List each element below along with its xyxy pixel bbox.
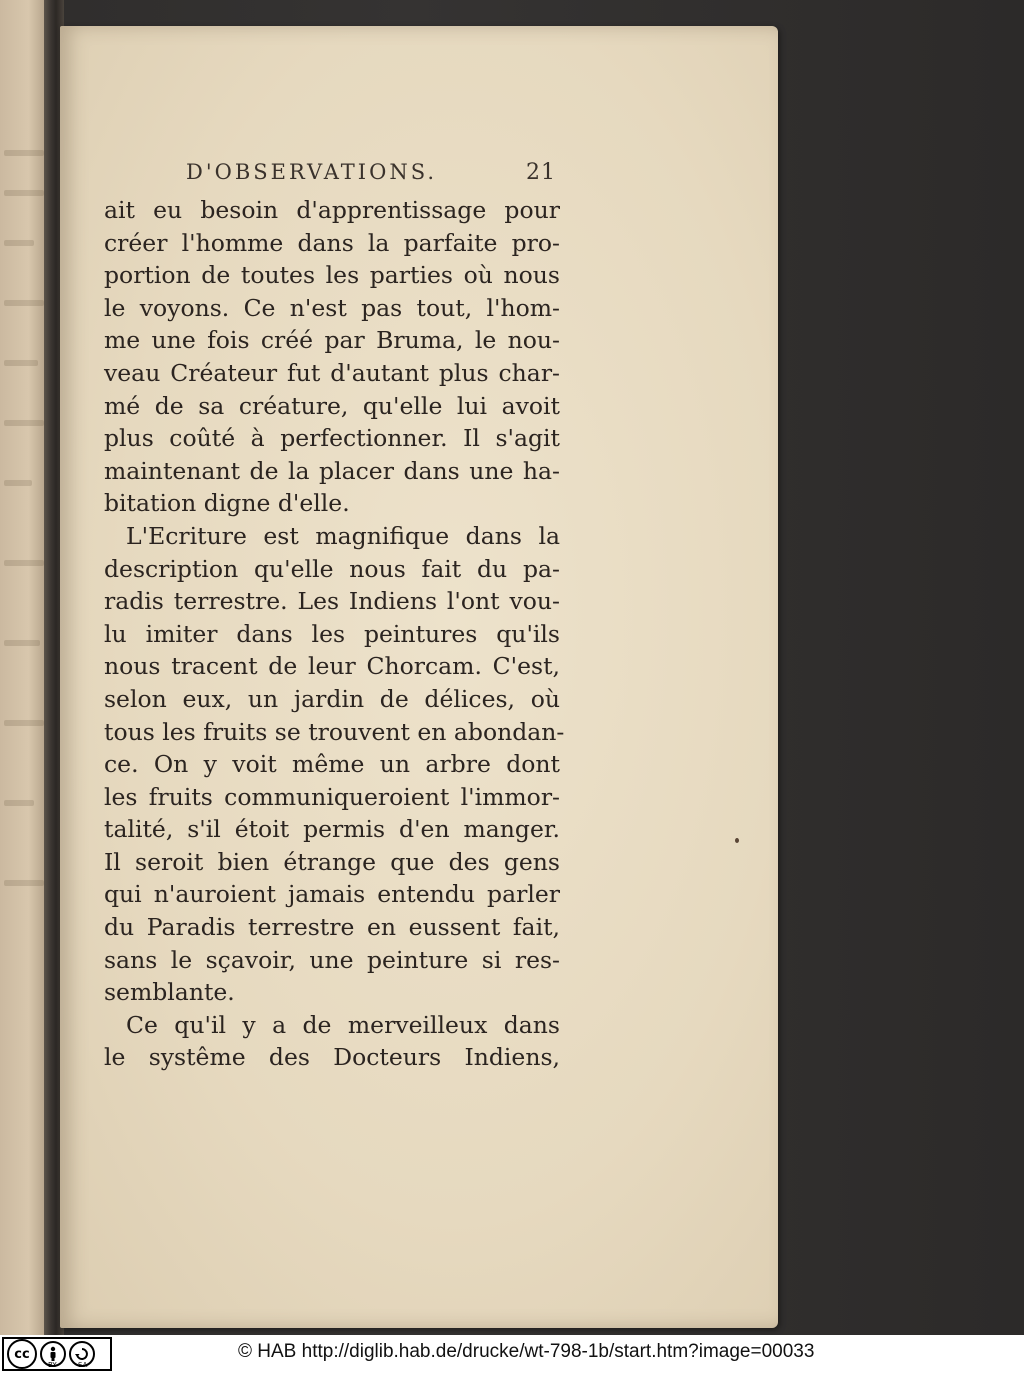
text-line: description qu'elle nous fait du pa-	[104, 554, 560, 583]
text-line: du Paradis terrestre en eussent fait,	[104, 913, 560, 942]
ink-spot	[735, 838, 739, 843]
by-label: BY	[48, 1361, 57, 1369]
text-line: le systême des Docteurs Indiens,	[104, 1043, 560, 1072]
cc-license-badge[interactable]	[2, 1337, 112, 1371]
text-line: me une fois créé par Bruma, le nou-	[104, 326, 560, 355]
text-line: ce. On y voit même un arbre dont	[104, 750, 560, 779]
text-line: qui n'auroient jamais entendu parler	[104, 880, 560, 909]
text-line: semblante.	[104, 978, 235, 1007]
page-number: 21	[526, 160, 556, 185]
text-line: mé de sa créature, qu'elle lui avoit	[104, 391, 560, 420]
footer-bar	[0, 1335, 1024, 1373]
text-line: nous tracent de leur Chorcam. C'est,	[104, 652, 560, 681]
running-head	[104, 160, 560, 194]
text-line: plus coûté à perfectionner. Il s'agit	[104, 424, 560, 453]
text-line: créer l'homme dans la parfaite pro-	[104, 228, 560, 257]
running-head-title: D'OBSERVATIONS.	[186, 160, 438, 184]
page-text-block	[104, 160, 565, 1074]
cc-icon: cc	[7, 1339, 37, 1369]
text-line: veau Créateur fut d'autant plus char-	[104, 358, 560, 387]
text-line: sans le sçavoir, une peinture si res-	[104, 945, 560, 974]
text-line: L'Ecriture est magnifique dans la	[126, 521, 560, 550]
text-line: lu imiter dans les peintures qu'ils	[104, 619, 560, 648]
text-line: Ce qu'il y a de merveilleux dans	[126, 1010, 560, 1039]
text-line: Il seroit bien étrange que des gens	[104, 847, 560, 876]
credit-url[interactable]: © HAB http://diglib.hab.de/drucke/wt-798-1b/start.htm?image=00033	[238, 1341, 815, 1362]
sa-label: SA	[78, 1361, 88, 1369]
text-line: radis terrestre. Les Indiens l'ont vou-	[104, 587, 560, 616]
text-line: ait eu besoin d'apprentissage pour	[104, 196, 560, 224]
text-line: portion de toutes les parties où nous	[104, 261, 560, 290]
book-page	[60, 26, 778, 1328]
text-line: les fruits communiqueroient l'immor-	[104, 782, 560, 811]
text-line: maintenant de la placer dans une ha-	[104, 456, 560, 485]
text-line: tous les fruits se trouvent en abondan-	[104, 717, 565, 746]
text-line: selon eux, un jardin de délices, où	[104, 684, 560, 713]
text-line: le voyons. Ce n'est pas tout, l'hom-	[104, 293, 560, 322]
text-line: bitation digne d'elle.	[104, 489, 350, 518]
text-line: talité, s'il étoit permis d'en manger.	[104, 815, 560, 844]
